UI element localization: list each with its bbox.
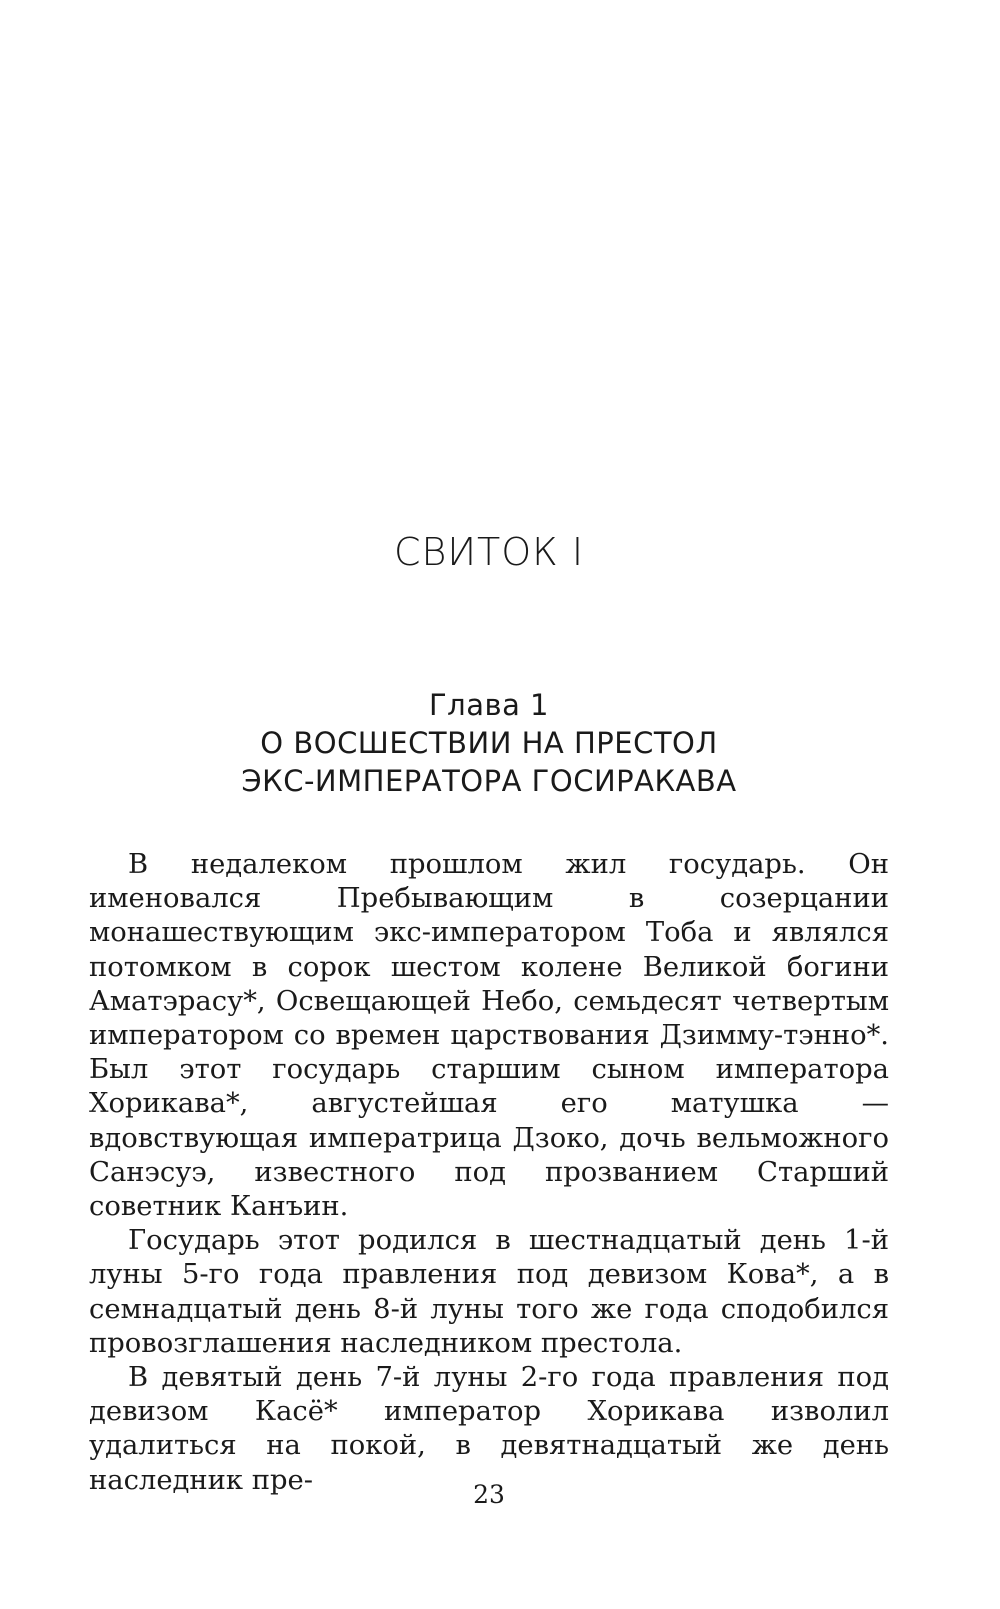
chapter-number: Глава 1 bbox=[428, 688, 550, 722]
scroll-title: СВИТОК I bbox=[393, 530, 585, 574]
chapter-title-line-1: О ВОСШЕСТВИИ НА ПРЕСТОЛ bbox=[260, 726, 718, 760]
paragraph: В девятый день 7-й луны 2-го года правления под девизом Касё* император Хорикава изволил удалиться на покой, в девятнадцатый же день наследник пре- bbox=[89, 1362, 889, 1496]
page-number: 23 bbox=[473, 1480, 505, 1509]
paragraph: В недалеком прошлом жил государь. Он именовался Пребывающим в созерцании монашествующим экс-императором Тоба и являлся потомком в сорок шестом колене Великой богини Аматэрасу*, Освещающей Небо, семьдесят четвертым императором со времен царствования Дзимму-тэнно*. Был этот государь старшим сыном императора Хорикава*, августейшая его матушка — вдовствующая императрица Дзоко, дочь вельможного Санэсуэ, известного под прозванием Старший советник Канъин. bbox=[89, 849, 889, 1223]
chapter-heading bbox=[0, 686, 978, 800]
body-text bbox=[89, 848, 889, 1498]
chapter-title-line-2: ЭКС-ИМПЕРАТОРА ГОСИРАКАВА bbox=[241, 764, 737, 798]
paragraph: Государь этот родился в шестнадцатый день 1-й луны 5-го года правления под девизом Кова*, а в семнадцатый день 8-й луны того же года сподобился провозглашения наследником престола. bbox=[89, 1225, 889, 1359]
